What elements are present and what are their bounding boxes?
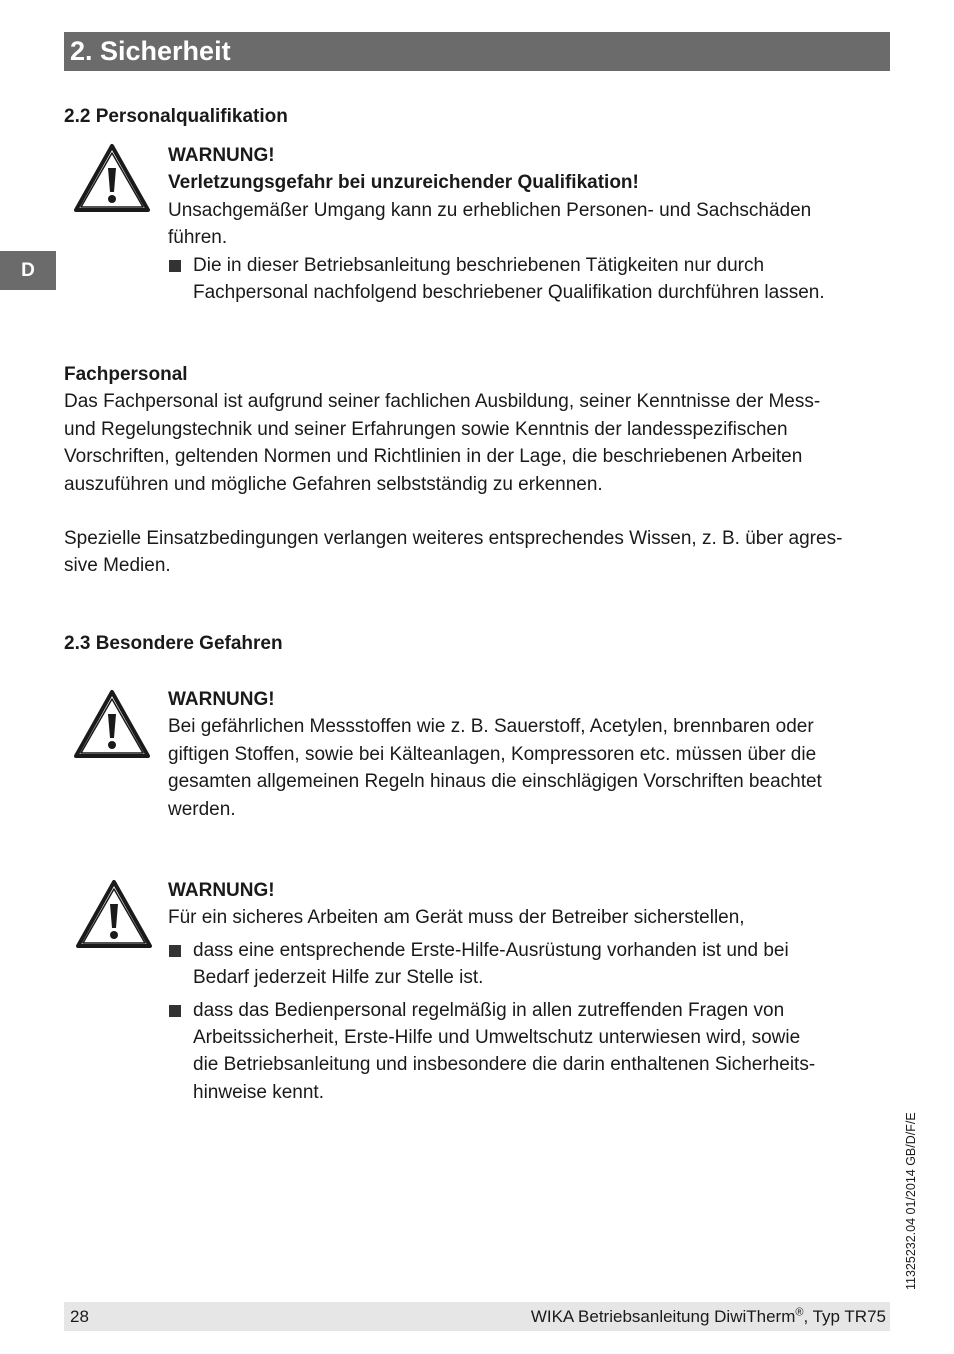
paragraph-line: auszuführen und mögliche Gefahren selbstständig zu erkennen. bbox=[64, 473, 603, 495]
bullet-text-line: Arbeitssicherheit, Erste-Hilfe und Umweltschutz unterwiesen wird, sowie bbox=[193, 1027, 801, 1049]
paragraph-line: und Regelungstechnik und seiner Erfahrungen sowie Kenntnis der landesspezifischen bbox=[64, 418, 788, 440]
warning-block-qualification bbox=[168, 142, 888, 306]
section-heading-2-3: 2.3 Besondere Gefahren bbox=[64, 633, 283, 654]
paragraph-line: sive Medien. bbox=[64, 555, 171, 577]
paragraph-line: Das Fachpersonal ist aufgrund seiner fachlichen Ausbildung, seiner Kenntnisse der Mess- bbox=[64, 391, 821, 413]
bullet-text-line: hinweise kennt. bbox=[193, 1081, 324, 1103]
document-code: 11325232.04 01/2014 GB/D/F/E bbox=[904, 1112, 918, 1290]
warning-bullet-list bbox=[168, 252, 888, 307]
bullet-item bbox=[168, 997, 888, 1107]
bullet-item bbox=[168, 252, 888, 307]
language-tab: D bbox=[0, 251, 56, 290]
warning-block-hazardous-media bbox=[168, 686, 888, 823]
warning-text-line: Unsachgemäßer Umgang kann zu erheblichen Personen- und Sachschäden bbox=[168, 199, 812, 221]
warning-triangle-icon bbox=[72, 688, 152, 760]
warning-triangle-icon bbox=[72, 142, 152, 214]
fachpersonal-heading: Fachpersonal bbox=[64, 364, 188, 385]
bullet-text-line: Bedarf jederzeit Hilfe zur Stelle ist. bbox=[193, 967, 484, 989]
chapter-title: 2. Sicherheit bbox=[64, 32, 890, 71]
warning-label: WARNUNG! bbox=[168, 880, 275, 901]
warning-bullet-list bbox=[168, 937, 888, 1106]
fachpersonal-paragraph bbox=[64, 361, 890, 498]
bullet-text-line: Die in dieser Betriebsanleitung beschriebenen Tätigkeiten nur durch bbox=[193, 254, 765, 276]
warning-text-line: Bei gefährlichen Messstoffen wie z. B. Sauerstoff, Acetylen, brennbaren oder bbox=[168, 716, 814, 738]
bullet-text-line: dass das Bedienpersonal regelmäßig in allen zutreffenden Fragen von bbox=[193, 999, 785, 1021]
bullet-text-line: dass eine entsprechende Erste-Hilfe-Ausrüstung vorhanden ist und bei bbox=[193, 939, 789, 961]
bullet-text-line: Fachpersonal nachfolgend beschriebener Qualifikation durchführen lassen. bbox=[193, 282, 825, 304]
square-bullet-icon bbox=[169, 1005, 181, 1017]
page-footer bbox=[64, 1302, 890, 1331]
warning-text-line: werden. bbox=[168, 798, 236, 820]
square-bullet-icon bbox=[169, 945, 181, 957]
section-heading-2-2: 2.2 Personalqualifikation bbox=[64, 106, 288, 127]
warning-intro: Für ein sicheres Arbeiten am Gerät muss der Betreiber sicherstellen, bbox=[168, 907, 745, 929]
registered-mark: ® bbox=[795, 1306, 804, 1319]
bullet-text-line: die Betriebsanleitung und insbesondere die darin enthaltenen Sicherheits- bbox=[193, 1054, 816, 1076]
special-conditions-paragraph bbox=[64, 525, 890, 580]
bullet-item bbox=[168, 937, 888, 992]
warning-block-operator-duties bbox=[168, 877, 888, 1106]
warning-label: WARNUNG! bbox=[168, 145, 275, 166]
warning-triangle-icon bbox=[74, 878, 154, 950]
warning-text-line: giftigen Stoffen, sowie bei Kälteanlagen, Kompressoren etc. müssen über die bbox=[168, 743, 817, 765]
warning-subtitle: Verletzungsgefahr bei unzureichender Qualifikation! bbox=[168, 172, 639, 194]
footer-title-main: WIKA Betriebsanleitung DiwiTherm bbox=[530, 1307, 796, 1326]
footer-title-type: , Typ TR75 bbox=[803, 1307, 886, 1326]
square-bullet-icon bbox=[169, 260, 181, 272]
warning-text-line: gesamten allgemeinen Regeln hinaus die einschlägigen Vorschriften beachtet bbox=[168, 771, 822, 793]
page-number: 28 bbox=[70, 1307, 89, 1326]
warning-text-line: führen. bbox=[168, 227, 228, 249]
footer-document-title bbox=[531, 1302, 886, 1331]
paragraph-line: Spezielle Einsatzbedingungen verlangen weiteres entsprechendes Wissen, z. B. über agres- bbox=[64, 528, 843, 549]
warning-label: WARNUNG! bbox=[168, 689, 275, 710]
paragraph-line: Vorschriften, geltenden Normen und Richtlinien in der Lage, die beschriebenen Arbeiten bbox=[64, 446, 803, 468]
